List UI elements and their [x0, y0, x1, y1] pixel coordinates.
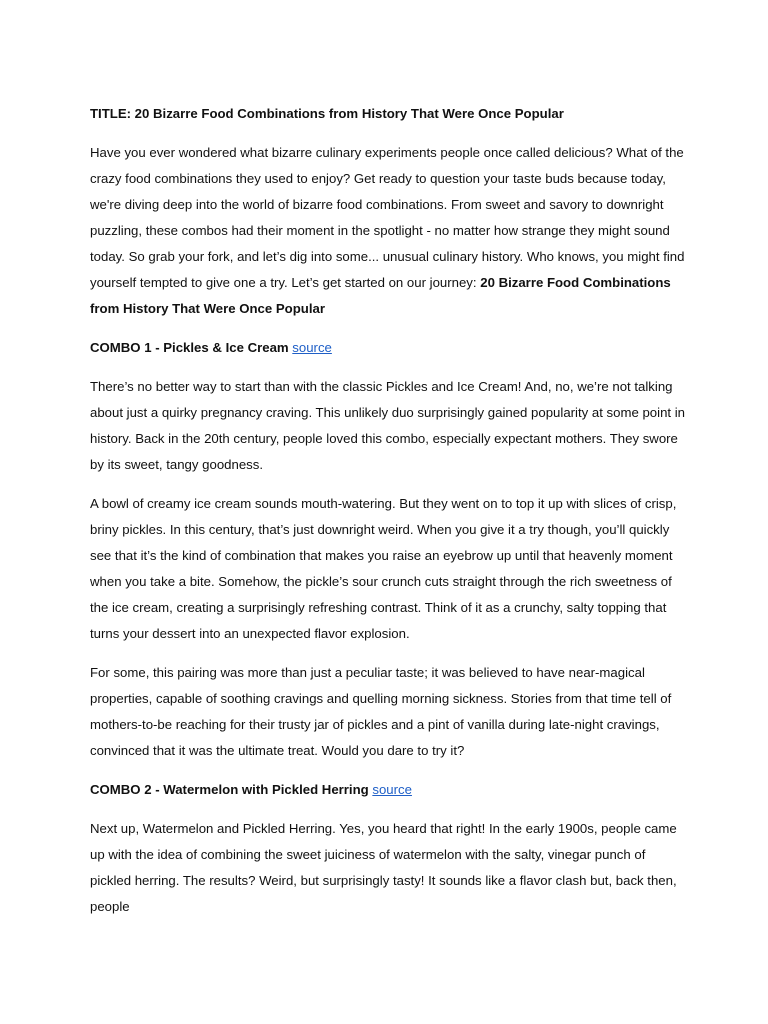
- intro-text: Have you ever wondered what bizarre culinary experiments people once called delicious? What of the crazy food combinations they used to enjoy? Get ready to question your taste buds because today, we're diving deep into the world of bizarre food combinations. From sweet and savory to downright puzzling, these combos had their moment in the spotlight - no matter how strange they might sound today. So grab your fork, and let’s dig into some... unusual culinary history. Who knows, you might find yourself tempted to give one a try. Let’s get started on our journey:: [90, 145, 685, 290]
- combo-2-source-link[interactable]: source: [372, 782, 412, 797]
- combo-1-paragraph-3: For some, this pairing was more than just a peculiar taste; it was believed to have near-magical properties, capable of soothing cravings and quelling morning sickness. Stories from that time tell of mothers-to-be reaching for their trusty jar of pickles and a pint of vanilla during late-night cravings, convinced that it was the ultimate treat. Would you dare to try it?: [90, 665, 672, 758]
- combo-1-source-link[interactable]: source: [292, 340, 332, 355]
- combo-2-heading-text: COMBO 2 - Watermelon with Pickled Herring: [90, 782, 373, 797]
- combo-2-heading: [90, 777, 686, 803]
- combo-1-heading: [90, 335, 686, 361]
- combo-1-heading-text: COMBO 1 - Pickles & Ice Cream: [90, 340, 293, 355]
- document-page: [90, 101, 686, 933]
- combo-2-paragraph-1: Next up, Watermelon and Pickled Herring. Yes, you heard that right! In the early 1900s, people came up with the idea of combining the sweet juiciness of watermelon with the salty, vinegar punch of pickled herring. The results? Weird, but surprisingly tasty! It sounds like a flavor clash but, back then, people: [90, 821, 677, 914]
- intro-paragraph: [90, 140, 686, 322]
- document-title: TITLE: 20 Bizarre Food Combinations from History That Were Once Popular: [90, 106, 564, 121]
- combo-1-paragraph-2: A bowl of creamy ice cream sounds mouth-watering. But they went on to top it up with slices of crisp, briny pickles. In this century, that’s just downright weird. When you give it a try though, you’ll quickly see that it’s the kind of combination that makes you raise an eyebrow up until that heavenly moment when you take a bite. Somehow, the pickle’s sour crunch cuts straight through the rich sweetness of the ice cream, creating a surprisingly refreshing contrast. Think of it as a crunchy, salty topping that turns your dessert into an unexpected flavor explosion.: [90, 496, 677, 641]
- combo-1-paragraph-1: There’s no better way to start than with the classic Pickles and Ice Cream! And, no, we’re not talking about just a quirky pregnancy craving. This unlikely duo surprisingly gained popularity at some point in history. Back in the 20th century, people loved this combo, especially expectant mothers. They swore by its sweet, tangy goodness.: [90, 379, 685, 472]
- intro-bold-title: 20 Bizarre Food Combinations from History That Were Once Popular: [90, 275, 671, 316]
